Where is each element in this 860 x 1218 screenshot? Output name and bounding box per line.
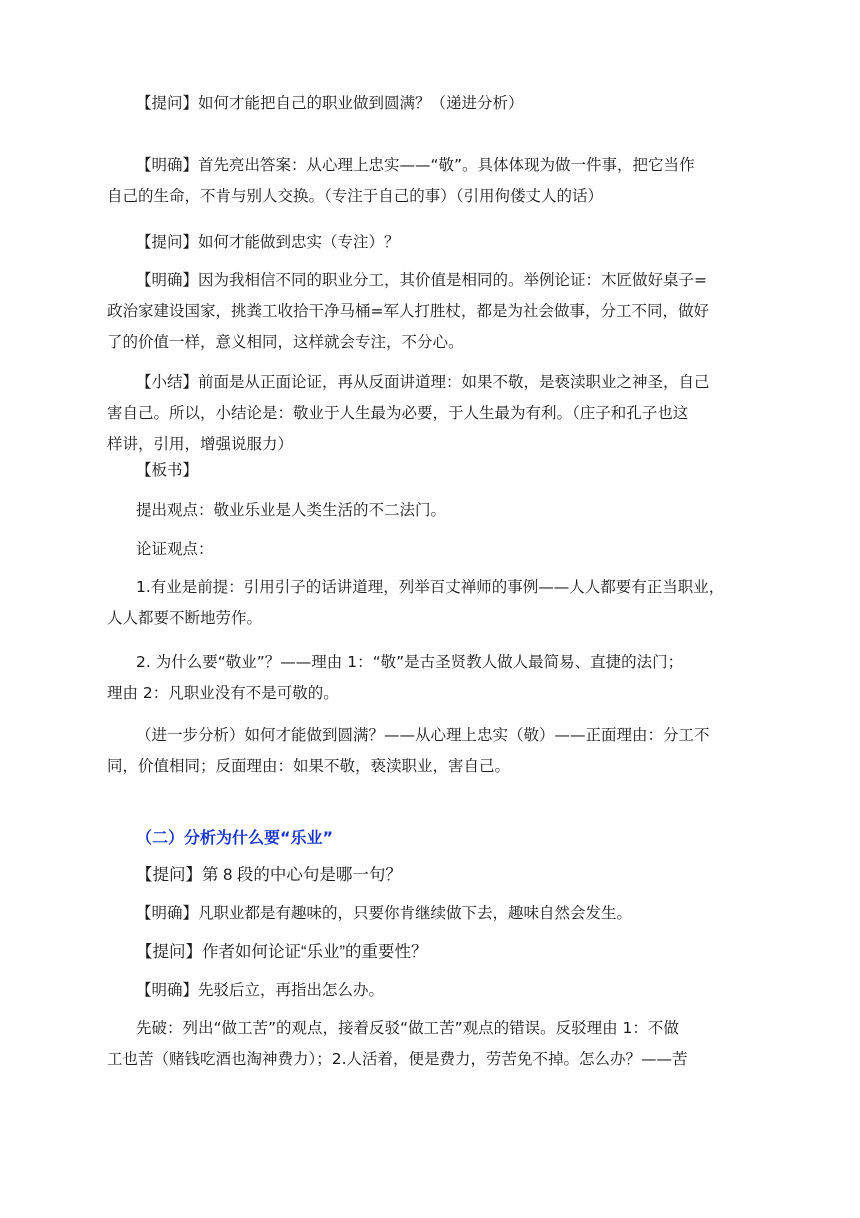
paragraph-further-analysis bbox=[107, 720, 767, 782]
text-line: 人人都要不断地劳作。 bbox=[107, 609, 263, 627]
text-line: 工也苦（赌钱吃酒也淘神费力）；2.人活着，便是费力，劳苦免不掉。怎么办？——苦 bbox=[107, 1050, 688, 1068]
text-line: 【板书】 bbox=[136, 461, 199, 479]
text-line: 1.有业是前提：引用引子的话讲道理，列举百丈禅师的事例——人人都要有正当职业， bbox=[136, 578, 725, 596]
paragraph-point-2 bbox=[107, 647, 767, 709]
text-line: 同，价值相同；反面理由：如果不敬，亵渎职业，害自己。 bbox=[107, 757, 511, 775]
text-line: （进一步分析）如何才能做到圆满？——从心理上忠实（敬）——正面理由：分工不 bbox=[136, 726, 710, 744]
text-line: 样讲，引用，增强说服力） bbox=[107, 435, 294, 453]
paragraph-question-3 bbox=[107, 860, 767, 891]
section-heading bbox=[107, 822, 767, 853]
text-line: 【提问】作者如何论证“乐业”的重要性？ bbox=[136, 943, 428, 961]
text-line: 【明确】先驳后立，再指出怎么办。 bbox=[136, 981, 385, 999]
text-line: 提出观点：敬业乐业是人类生活的不二法门。 bbox=[136, 501, 447, 519]
text-line: 【提问】如何才能做到忠实（专注）？ bbox=[136, 233, 400, 251]
paragraph-argument-label bbox=[107, 534, 767, 565]
text-line: 【提问】如何才能把自己的职业做到圆满？（递进分析） bbox=[136, 94, 524, 112]
text-line: 【明确】首先亮出答案：从心理上忠实——“敬”。具体体现为做一件事，把它当作 bbox=[136, 156, 695, 174]
text-line: 政治家建设国家，挑粪工收拾干净马桶=军人打胜杖，都是为社会做事，分工不同，做好 bbox=[107, 302, 709, 320]
paragraph-answer-3 bbox=[107, 898, 767, 929]
text-line: 【明确】因为我相信不同的职业分工，其价值是相同的。举例论证：木匠做好桌子= bbox=[136, 271, 707, 289]
text-line: 【明确】凡职业都是有趣味的，只要你肯继续做下去，趣味自然会发生。 bbox=[136, 904, 633, 922]
paragraph-answer-4 bbox=[107, 975, 767, 1006]
paragraph-question-2 bbox=[107, 227, 767, 258]
text-line: 理由 2：凡职业没有不是可敬的。 bbox=[107, 684, 339, 702]
text-line: 害自己。所以，小结论是：敬业于人生最为必要，于人生最为有利。（庄子和孔子也这 bbox=[107, 404, 689, 422]
text-line: 自己的生命，不肯与别人交换。（专注于自己的事）（引用佝偻丈人的话） bbox=[107, 187, 604, 205]
text-line: 先破：列出“做工苦”的观点，接着反驳“做工苦”观点的错误。反驳理由 1：不做 bbox=[136, 1019, 679, 1037]
paragraph-question-1 bbox=[107, 88, 767, 119]
paragraph-thesis bbox=[107, 495, 767, 526]
text-line: 了的价值一样，意义相同，这样就会专注，不分心。 bbox=[107, 333, 464, 351]
paragraph-answer-2 bbox=[107, 265, 767, 358]
text-line: （二）分析为什么要“乐业” bbox=[136, 828, 334, 847]
paragraph-point-1 bbox=[107, 572, 767, 634]
text-line: 论证观点： bbox=[136, 540, 214, 558]
text-line: 2. 为什么要“敬业”？——理由 1：“敬”是古圣贤教人做人最简易、直捷的法门； bbox=[136, 653, 684, 671]
paragraph-summary bbox=[107, 367, 767, 460]
paragraph-board-heading bbox=[107, 455, 767, 486]
paragraph-question-4 bbox=[107, 937, 767, 968]
text-line: 【小结】前面是从正面论证，再从反面讲道理：如果不敬，是亵渎职业之神圣，自己 bbox=[136, 373, 710, 391]
text-line: 【提问】第 8 段的中心句是哪一句？ bbox=[136, 866, 402, 884]
paragraph-refutation bbox=[107, 1013, 767, 1075]
paragraph-answer-1 bbox=[107, 150, 767, 212]
